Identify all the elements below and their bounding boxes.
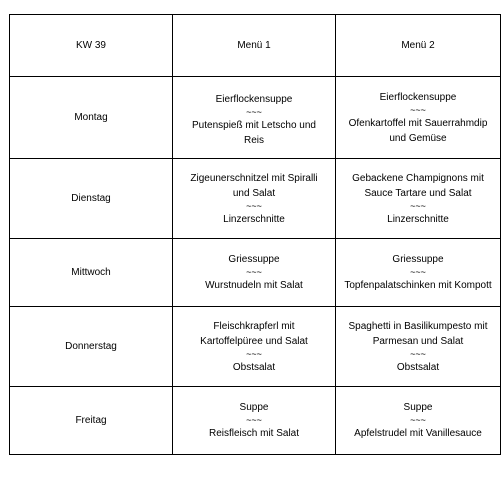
- menu1-first-dish: Suppe: [239, 402, 269, 413]
- day-label: Dienstag: [10, 159, 173, 239]
- dish-separator: ~~~: [246, 415, 262, 425]
- menu2-second-dish: Obstsalat: [396, 361, 440, 373]
- table-row: [10, 239, 501, 307]
- menu1-cell: [173, 239, 336, 307]
- day-label: Montag: [10, 77, 173, 159]
- day-label: Mittwoch: [10, 239, 173, 307]
- menu1-second-dish: Reisfleisch mit Salat: [208, 428, 300, 439]
- table-row: [10, 77, 501, 159]
- menu2-first-dish: Griessuppe: [392, 254, 444, 265]
- weekly-menu-table: [9, 14, 501, 455]
- menu1-second-dish: Wurstnudeln mit Salat: [205, 280, 303, 291]
- menu1-second-dish: Linzerschnitte: [223, 213, 285, 225]
- menu1-cell: [173, 77, 336, 159]
- dish-separator: ~~~: [410, 200, 426, 211]
- table-row: [10, 307, 501, 387]
- menu1-cell: [173, 307, 336, 387]
- table-row: [10, 159, 501, 239]
- menu1-first-dish: Fleischkrapferl mit Kartoffelpüree und Salat: [200, 320, 308, 347]
- menu2-first-dish: Gebackene Champignons mit Sauce Tartare und Salat: [352, 172, 484, 199]
- dish-separator: ~~~: [246, 200, 262, 211]
- dish-separator: ~~~: [246, 267, 262, 277]
- day-label: Donnerstag: [10, 307, 173, 387]
- menu1-cell: [173, 387, 336, 455]
- dish-separator: ~~~: [410, 267, 426, 277]
- dish-separator: ~~~: [410, 348, 426, 359]
- menu2-header: Menü 2: [336, 15, 501, 77]
- menu2-cell: [336, 239, 501, 307]
- menu1-first-dish: Eierflockensuppe: [215, 93, 293, 105]
- dish-separator: ~~~: [246, 106, 262, 117]
- menu2-cell: [336, 307, 501, 387]
- menu2-second-dish: Topfenpalatschinken mit Kompott: [344, 280, 492, 291]
- menu2-first-dish: Eierflockensuppe: [379, 91, 457, 103]
- menu2-cell: [336, 159, 501, 239]
- menu1-second-dish: Putenspieß mit Letscho und Reis: [192, 119, 316, 146]
- menu2-first-dish: Suppe: [403, 402, 433, 413]
- menu1-second-dish: Obstsalat: [232, 361, 276, 373]
- week-number: KW 39: [10, 15, 173, 77]
- dish-separator: ~~~: [410, 104, 426, 115]
- menu1-cell: [173, 159, 336, 239]
- menu1-header: Menü 1: [173, 15, 336, 77]
- menu2-second-dish: Ofenkartoffel mit Sauerrahmdip und Gemüse: [348, 117, 488, 144]
- day-label: Freitag: [10, 387, 173, 455]
- menu2-second-dish: Linzerschnitte: [387, 213, 449, 225]
- header-row: [10, 15, 501, 77]
- menu2-second-dish: Apfelstrudel mit Vanillesauce: [354, 428, 482, 439]
- dish-separator: ~~~: [246, 348, 262, 359]
- menu1-first-dish: Zigeunerschnitzel mit Spiralli und Salat: [190, 172, 318, 199]
- menu2-first-dish: Spaghetti in Basilikumpesto mit Parmesan und Salat: [348, 320, 488, 347]
- menu1-first-dish: Griessuppe: [228, 254, 280, 265]
- menu2-cell: [336, 387, 501, 455]
- dish-separator: ~~~: [410, 415, 426, 425]
- table-row: [10, 387, 501, 455]
- menu2-cell: [336, 77, 501, 159]
